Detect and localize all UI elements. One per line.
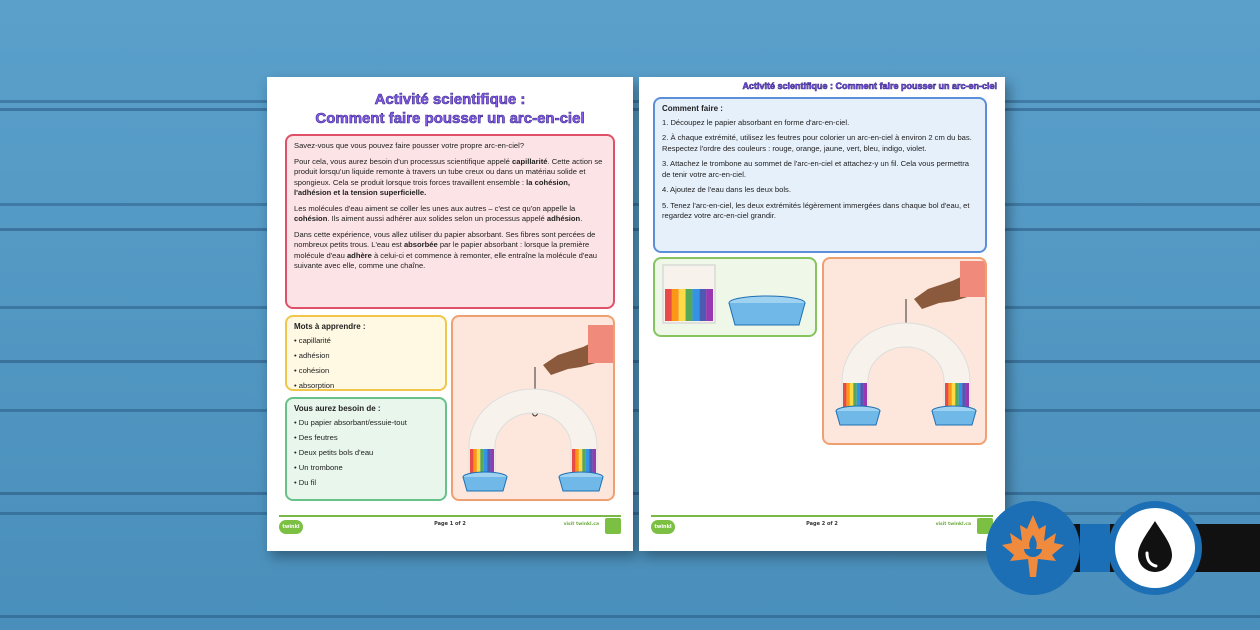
intro-paragraph: Les molécules d'eau aiment se coller les unes aux autres – c'est ce qu'on appelle la cohésion. Ils aiment aussi adhérer aux solides selon un processus appelé adhésion. <box>294 203 583 223</box>
words-to-learn-box <box>285 315 447 391</box>
site-link[interactable]: visit twinkl.ca <box>935 522 971 527</box>
page-footer <box>279 515 621 539</box>
maple-leaf-icon <box>986 501 1080 595</box>
materials-title: Vous aurez besoin de : <box>294 404 381 413</box>
worksheet-page-2 <box>639 77 1005 551</box>
instruction-step: 4. Ajoutez de l'eau dans les deux bols. <box>662 185 791 194</box>
water-drop-icon <box>1108 501 1202 595</box>
rainbow-stripe <box>665 289 672 321</box>
twinkl-logo: twinkl <box>279 520 303 534</box>
intro-box <box>285 134 615 309</box>
intro-paragraph: Pour cela, vous aurez besoin d'un processus scientifique appelé capillarité. Cette action se produit lorsqu'un liquide remonte à travers un tube creux ou dans un matériau solide et spongieux. Cela se produit lorsque trois forces travaillent ensemble : la cohésion, l'adhésion et la tension superficielle. <box>294 156 603 197</box>
materials-box <box>285 397 447 501</box>
rainbow-stripe <box>679 289 686 321</box>
list-item: • Des feutres <box>294 433 438 444</box>
rainbow-stripe <box>699 289 706 321</box>
words-title: Mots à apprendre : <box>294 322 366 331</box>
rainbow-illustration <box>451 315 615 501</box>
list-item: • Deux petits bols d'eau <box>294 448 438 459</box>
rainbow-stripe <box>686 289 693 321</box>
list-item: • cohésion <box>294 366 438 377</box>
instruction-step: 1. Découpez le papier absorbant en forme d'arc-en-ciel. <box>662 117 850 127</box>
instructions-box <box>653 97 987 253</box>
materials-illustration <box>653 257 817 337</box>
list-item: • Du papier absorbant/essuie-tout <box>294 418 438 429</box>
instruction-step: 5. Tenez l'arc-en-ciel, les deux extrémités légèrement immergées dans chaque bol d'eau, et regardez votre arc-en-ciel grandir. <box>662 200 970 220</box>
instruction-step: 2. À chaque extrémité, utilisez les feutres pour colorier un arc-en-ciel à environ 2 cm du bas. Respectez l'ordre des couleurs : rouge, orange, jaune, vert, bleu, indigo, violet. <box>662 133 972 153</box>
list-item: • absorption <box>294 381 438 392</box>
twinkl-logo: twinkl <box>651 520 675 534</box>
rainbow-stripe <box>672 289 679 321</box>
rainbow-stripe <box>692 289 699 321</box>
page-footer <box>651 515 993 539</box>
site-link[interactable]: visit twinkl.ca <box>563 522 599 527</box>
list-item: • Du fil <box>294 478 438 489</box>
instructions-title: Comment faire : <box>662 104 723 113</box>
rainbow-illustration <box>822 257 987 445</box>
rainbow-stripe <box>706 289 713 321</box>
intro-paragraph: Dans cette expérience, vous allez utiliser du papier absorbant. Ses fibres sont percées de nombreux petits trous. L'eau est absorbée par le papier absorbant : lorsque la première molécule d'eau adhère à celui-ci et commence à remonter, elle entraîne la molécule d'eau suivante avec elle, comme une chaîne. <box>294 229 598 270</box>
page-number: Page 1 of 2 <box>434 521 466 527</box>
list-item: • adhésion <box>294 351 438 362</box>
intro-question: Savez-vous que vous pouvez faire pousser votre propre arc-en-ciel? <box>294 141 525 150</box>
list-item: • Un trombone <box>294 463 438 474</box>
worksheet-page-1 <box>267 77 633 551</box>
page-title: Activité scientifique : Comment faire pousser un arc-en-ciel <box>315 91 585 127</box>
page-number: Page 2 of 2 <box>806 521 838 527</box>
flag-icon <box>605 518 621 534</box>
list-item: • capillarité <box>294 336 438 347</box>
page-header-title: Activité scientifique : Comment faire pousser un arc-en-ciel <box>742 81 997 91</box>
instruction-step: 3. Attachez le trombone au sommet de l'arc-en-ciel et attachez-y un fil. Cela vous permettra de tenir votre arc-en-ciel. <box>662 159 970 179</box>
